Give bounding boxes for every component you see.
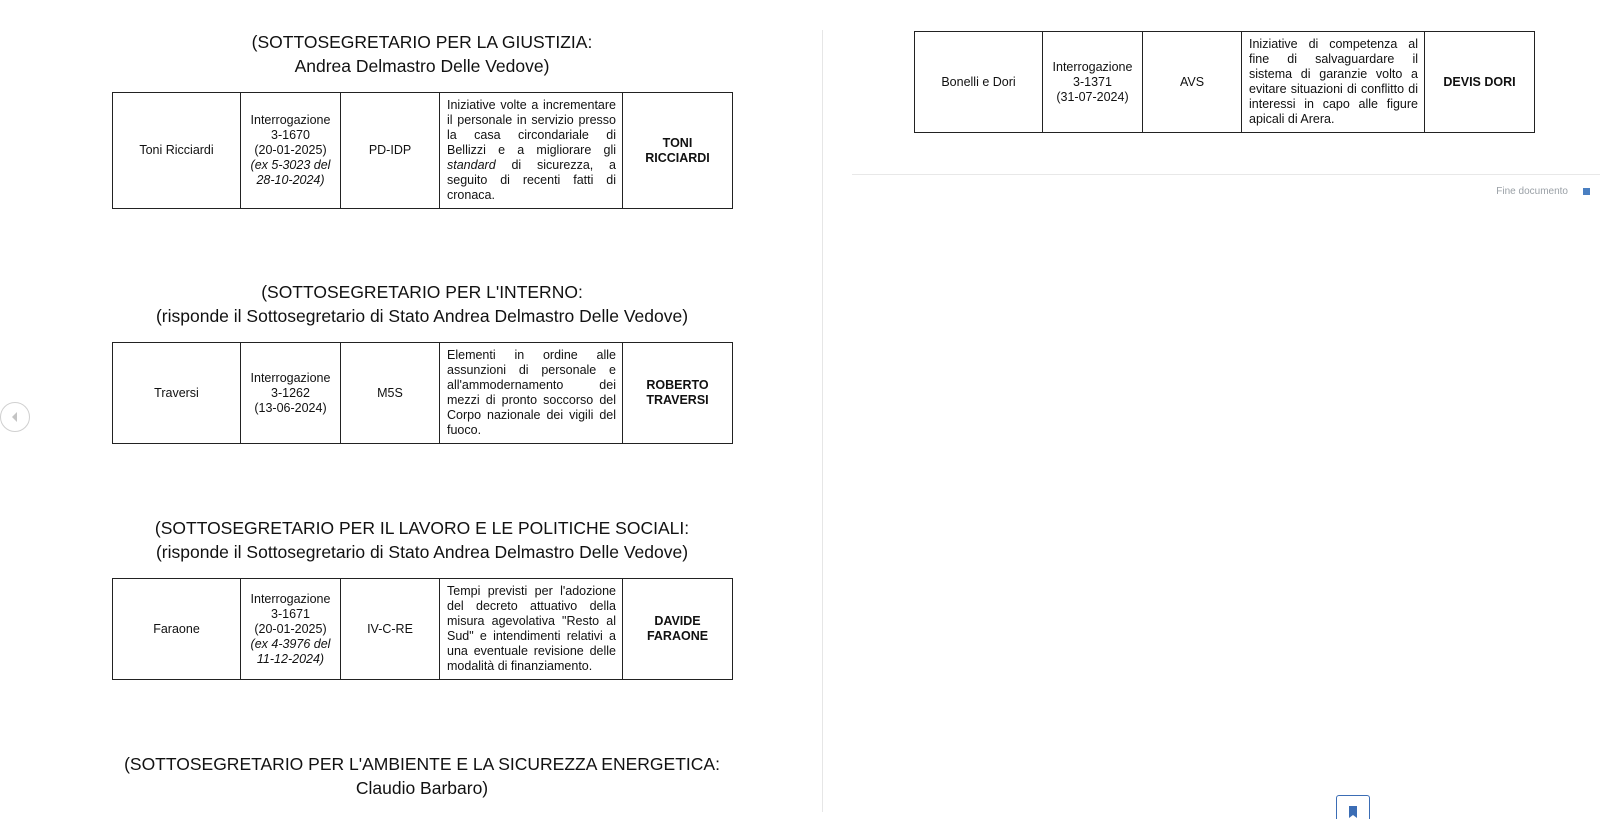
question-number: 3-1670 — [271, 128, 310, 142]
question-date: (13-06-2024) — [254, 400, 327, 415]
question-ex-date: 28-10-2024) — [256, 173, 325, 187]
heading-line: (risponde il Sottosegretario di Stato Andrea Delmastro Delle Vedove) — [155, 306, 689, 326]
question-table — [112, 578, 733, 680]
question-type: Interrogazione — [1052, 59, 1133, 74]
bookmark-button[interactable] — [1336, 795, 1370, 819]
question-ex-date: 11-12-2024) — [256, 651, 325, 666]
question-type: Interrogazione — [250, 113, 331, 127]
bookmark-icon — [1348, 805, 1358, 819]
question-date: (31-07-2024) — [1056, 89, 1129, 104]
table-row — [915, 32, 1535, 133]
speaker-name: DAVIDE FARAONE — [623, 579, 733, 680]
questioner-name: Faraone — [113, 579, 241, 680]
heading-line: (SOTTOSEGRETARIO PER LA GIUSTIZIA: — [251, 32, 593, 52]
section-heading-interno — [112, 280, 732, 328]
question-ref — [241, 93, 341, 209]
question-number: 3-1262 — [271, 385, 310, 400]
party-group: IV-C-RE — [341, 579, 440, 680]
heading-line: Claudio Barbaro) — [355, 778, 489, 798]
party-group: AVS — [1143, 32, 1242, 133]
question-date: (20-01-2025) — [254, 143, 327, 157]
table-row — [113, 579, 733, 680]
section-heading-ambiente — [112, 752, 732, 800]
question-ex-ref: (ex 5-3023 del — [250, 158, 331, 172]
end-of-document-rule — [852, 174, 1600, 175]
table-row — [113, 93, 733, 209]
heading-line: Andrea Delmastro Delle Vedove) — [294, 56, 550, 76]
question-type: Interrogazione — [250, 370, 331, 385]
heading-line: (risponde il Sottosegretario di Stato Andrea Delmastro Delle Vedove) — [155, 542, 689, 562]
end-of-document-marker — [1583, 188, 1590, 195]
section-heading-giustizia — [112, 30, 732, 78]
question-type: Interrogazione — [250, 591, 331, 606]
heading-line: (SOTTOSEGRETARIO PER IL LAVORO E LE POLITICHE SOCIALI: — [154, 518, 690, 538]
speaker-name: DEVIS DORI — [1425, 32, 1535, 133]
question-table — [914, 31, 1535, 133]
questioner-name: Traversi — [113, 343, 241, 444]
questioner-name: Toni Ricciardi — [113, 93, 241, 209]
question-ex-ref: (ex 4-3976 del — [250, 636, 331, 651]
question-description: Iniziative di competenza al fine di salvaguardare il sistema di garanzie volto a evitare situazioni di conflitto di interessi in capo alle figure apicali di Arera. — [1242, 32, 1425, 133]
question-ref — [1043, 32, 1143, 133]
heading-line: (SOTTOSEGRETARIO PER L'AMBIENTE E LA SICUREZZA ENERGETICA: — [124, 754, 720, 774]
questioner-name: Bonelli e Dori — [915, 32, 1043, 133]
party-group: M5S — [341, 343, 440, 444]
question-table — [112, 342, 733, 444]
question-number: 3-1371 — [1073, 74, 1112, 89]
table-row — [113, 343, 733, 444]
question-number: 3-1671 — [271, 606, 310, 621]
question-description: Tempi previsti per l'adozione del decreto attuativo della misura agevolativa "Resto al Sud" e intendimenti relativi a una eventuale revisione delle modalità di finanziamento. — [440, 579, 623, 680]
question-description: Iniziative volte a incrementare il personale in servizio presso la casa circondariale di Bellizzi e a migliorare gli standard di sicurezza, a seguito di recenti fatti di cronaca. — [440, 93, 623, 209]
prev-page-button[interactable] — [0, 402, 30, 432]
question-ref — [241, 343, 341, 444]
section-heading-lavoro — [112, 516, 732, 564]
end-of-document-label: Fine documento — [1496, 186, 1568, 197]
chevron-left-icon — [8, 410, 22, 424]
heading-line: (SOTTOSEGRETARIO PER L'INTERNO: — [261, 282, 583, 302]
speaker-name: ROBERTO TRAVERSI — [623, 343, 733, 444]
question-description: Elementi in ordine alle assunzioni di personale e all'ammodernamento dei mezzi di pronto soccorso del Corpo nazionale dei vigili del fuoco. — [440, 343, 623, 444]
question-ref — [241, 579, 341, 680]
question-table — [112, 92, 733, 209]
question-date: (20-01-2025) — [254, 621, 327, 636]
speaker-name: TONI RICCIARDI — [623, 93, 733, 209]
party-group: PD-IDP — [341, 93, 440, 209]
